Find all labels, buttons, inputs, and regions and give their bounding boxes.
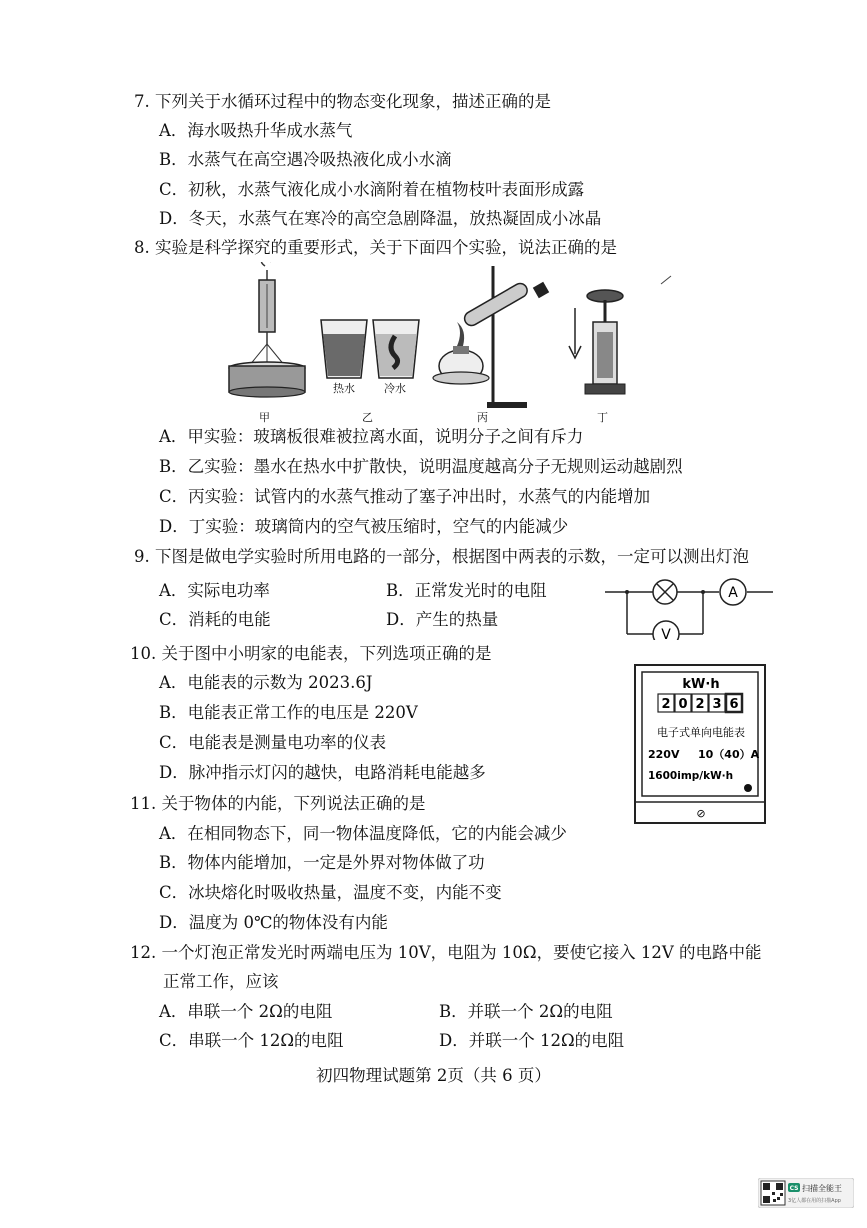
figure-label-jia: 甲 [259, 411, 270, 424]
meter-current: 10（40）A [698, 748, 760, 761]
q12-stem: 12. 一个灯泡正常发光时两端电压为 10V，电阻为 10Ω，要使它接入 12V 的电路中能 [130, 943, 762, 962]
q9-circuit-diagram [605, 576, 775, 640]
q7-option-a: A．海水吸热升华成水蒸气 [159, 121, 353, 140]
voltmeter-label: V [661, 627, 671, 640]
q9-option-a: A．实际电功率 [159, 581, 270, 600]
q7-stem: 7. 下列关于水循环过程中的物态变化现象，描述正确的是 [134, 92, 551, 111]
q8-option-a: A．甲实验：玻璃板很难被拉离水面，说明分子之间有斥力 [159, 427, 584, 446]
meter-digit-2: 0 [678, 697, 688, 712]
app-badge-text: CS [789, 1185, 799, 1192]
q8-experiment-figure [225, 262, 675, 422]
meter-unit: kW·h [682, 677, 720, 692]
q9-option-c: C．消耗的电能 [159, 610, 271, 629]
beaker-label-cold: 冷水 [384, 382, 406, 395]
q10-option-b: B．电能表正常工作的电压是 220V [159, 703, 418, 722]
compression-cylinder-apparatus [569, 290, 625, 394]
qr-code-icon [761, 1181, 785, 1205]
scanner-watermark [758, 1178, 854, 1208]
meter-digit-1: 2 [661, 697, 671, 712]
app-name: 扫描全能王 [802, 1184, 842, 1193]
q11-option-d: D．温度为 0℃的物体没有内能 [159, 913, 388, 932]
voltmeter-icon [653, 621, 679, 640]
q12-option-c: C．串联一个 12Ω的电阻 [159, 1031, 344, 1050]
q12-option-a: A．串联一个 2Ω的电阻 [159, 1002, 333, 1021]
meter-digit-3: 2 [695, 697, 705, 712]
q8-stem: 8. 实验是科学探究的重要形式，关于下面四个实验，说法正确的是 [134, 238, 617, 257]
q10-option-c: C．电能表是测量电功率的仪表 [159, 733, 387, 752]
meter-constant: 1600imp/kW·h [648, 770, 734, 782]
meter-voltage: 220V [648, 748, 680, 761]
beakers-apparatus [321, 320, 419, 378]
q9-option-d: D．产生的热量 [386, 610, 499, 629]
q10-option-a: A．电能表的示数为 2023.6J [159, 673, 373, 692]
q11-option-c: C．冰块熔化时吸收热量，温度不变，内能不变 [159, 883, 502, 902]
meter-digit-4: 3 [712, 697, 722, 712]
q10-stem: 10. 关于图中小明家的电能表，下列选项正确的是 [130, 644, 492, 663]
figure-label-bing: 丙 [477, 411, 488, 424]
ammeter-label: A [728, 585, 738, 601]
app-slogan: 3亿人都在用的扫描App [788, 1198, 841, 1204]
spring-scale-apparatus [229, 262, 305, 397]
q8-option-b: B．乙实验：墨水在热水中扩散快，说明温度越高分子无规则运动越剧烈 [159, 457, 683, 476]
pulse-indicator-light [744, 784, 752, 792]
q8-option-c: C．丙实验：试管内的水蒸气推动了塞子冲出时，水蒸气的内能增加 [159, 487, 651, 506]
meter-name: 电子式单向电能表 [657, 726, 745, 739]
test-tube-stand-apparatus [433, 266, 549, 408]
q12-option-b: B．并联一个 2Ω的电阻 [439, 1002, 613, 1021]
electric-meter [634, 664, 767, 826]
q12-option-d: D．并联一个 12Ω的电阻 [439, 1031, 625, 1050]
q7-option-c: C．初秋，水蒸气液化成小水滴附着在植物枝叶表面形成露 [159, 180, 585, 199]
q7-option-d: D．冬天，水蒸气在寒冷的高空急剧降温，放热凝固成小冰晶 [159, 209, 602, 228]
ammeter-icon [720, 579, 746, 605]
q9-stem: 9. 下图是做电学实验时所用电路的一部分，根据图中两表的示数，一定可以测出灯泡 [134, 547, 749, 566]
meter-terminal-symbol: ⊘ [696, 807, 706, 820]
figure-label-ding: 丁 [597, 411, 608, 424]
q11-option-a: A．在相同物态下，同一物体温度降低，它的内能会减少 [159, 824, 567, 843]
beaker-label-hot: 热水 [333, 382, 355, 395]
q10-option-d: D．脉冲指示灯闪的越快，电路消耗电能越多 [159, 763, 486, 782]
figure-label-yi: 乙 [362, 411, 373, 424]
q12-stem-continued: 正常工作，应该 [163, 972, 279, 991]
meter-digit-5: 6 [729, 697, 739, 712]
lamp-icon [653, 580, 677, 604]
q9-option-b: B．正常发光时的电阻 [386, 581, 547, 600]
q11-stem: 11. 关于物体的内能，下列说法正确的是 [130, 794, 426, 813]
page-footer: 初四物理试题第 2页（共 6 页） [316, 1066, 551, 1085]
q7-option-b: B．水蒸气在高空遇冷吸热液化成小水滴 [159, 150, 452, 169]
q11-option-b: B．物体内能增加，一定是外界对物体做了功 [159, 853, 485, 872]
q8-option-d: D．丁实验：玻璃筒内的空气被压缩时，空气的内能减少 [159, 517, 569, 536]
